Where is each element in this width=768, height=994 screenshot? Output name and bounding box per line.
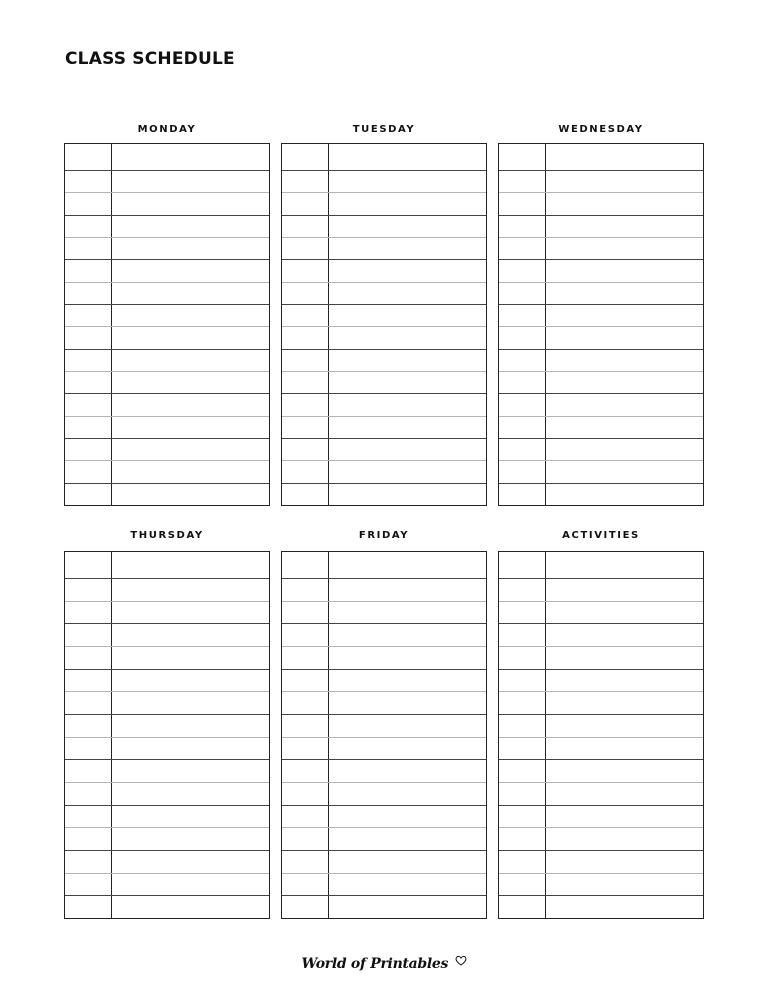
day-label: FRIDAY [358,530,410,541]
row-line [65,393,269,394]
row-line [499,669,703,670]
row-line [499,578,703,579]
row-line [282,192,486,193]
row-line [65,349,269,350]
day-label: WEDNESDAY [558,124,644,135]
row-line [282,895,486,896]
row-line [65,282,269,283]
row-line [65,578,269,579]
row-line [65,873,269,874]
row-line [499,623,703,624]
day-label: ACTIVITIES [562,530,640,541]
row-line [282,349,486,350]
row-line [499,393,703,394]
day-label: TUESDAY [352,124,416,135]
row-line [499,850,703,851]
row-line [282,601,486,602]
row-line [499,326,703,327]
day-block-activities [498,530,704,922]
brand-name: World of Printables [301,956,449,972]
row-line [499,192,703,193]
day-block-friday [281,530,487,922]
time-column-divider [111,144,112,505]
row-line [282,460,486,461]
time-column-divider [545,552,546,918]
row-line [65,170,269,171]
schedule-grid [64,551,270,919]
row-line [282,438,486,439]
row-line [65,646,269,647]
time-column-divider [328,144,329,505]
row-line [282,578,486,579]
row-line [65,850,269,851]
row-line [499,371,703,372]
time-column-divider [545,144,546,505]
row-line [65,192,269,193]
row-line [65,416,269,417]
row-line [499,460,703,461]
row-line [499,895,703,896]
row-line [499,646,703,647]
row-line [499,170,703,171]
row-line [65,460,269,461]
time-column-divider [328,552,329,918]
row-line [65,714,269,715]
row-line [499,259,703,260]
row-line [282,646,486,647]
row-line [65,371,269,372]
schedule-grid [498,143,704,506]
row-line [282,304,486,305]
row-line [282,393,486,394]
time-column-divider [111,552,112,918]
row-line [499,483,703,484]
row-line [282,805,486,806]
day-block-wednesday [498,124,704,508]
row-line [499,691,703,692]
row-line [65,737,269,738]
day-label: MONDAY [137,124,197,135]
row-line [65,215,269,216]
day-block-tuesday [281,124,487,508]
schedule-grid [281,551,487,919]
row-line [65,759,269,760]
row-line [499,282,703,283]
row-line [65,483,269,484]
row-line [65,438,269,439]
row-line [282,827,486,828]
row-line [65,304,269,305]
row-line [499,714,703,715]
row-line [65,827,269,828]
row-line [282,259,486,260]
row-line [282,371,486,372]
row-line [499,759,703,760]
row-line [65,326,269,327]
row-line [282,714,486,715]
row-line [65,691,269,692]
row-line [282,326,486,327]
schedule-grid [498,551,704,919]
row-line [282,873,486,874]
row-line [499,782,703,783]
heart-icon [455,953,467,971]
day-block-thursday [64,530,270,922]
row-line [282,623,486,624]
row-line [282,850,486,851]
day-label: THURSDAY [130,530,204,541]
row-line [499,416,703,417]
row-line [499,805,703,806]
schedule-grid [64,143,270,506]
row-line [65,601,269,602]
row-line [499,601,703,602]
row-line [499,237,703,238]
schedule-grid [281,143,487,506]
row-line [65,259,269,260]
day-block-monday [64,124,270,508]
row-line [282,483,486,484]
row-line [65,669,269,670]
row-line [499,349,703,350]
row-line [65,895,269,896]
row-line [282,170,486,171]
footer-logo [0,955,768,973]
row-line [499,215,703,216]
row-line [282,782,486,783]
row-line [282,282,486,283]
row-line [282,669,486,670]
row-line [282,759,486,760]
row-line [65,805,269,806]
row-line [282,416,486,417]
row-line [499,873,703,874]
row-line [65,782,269,783]
row-line [499,827,703,828]
row-line [282,215,486,216]
row-line [499,737,703,738]
row-line [65,623,269,624]
row-line [499,438,703,439]
row-line [282,691,486,692]
row-line [65,237,269,238]
row-line [282,237,486,238]
row-line [499,304,703,305]
row-line [282,737,486,738]
page-title: CLASS SCHEDULE [65,49,235,69]
